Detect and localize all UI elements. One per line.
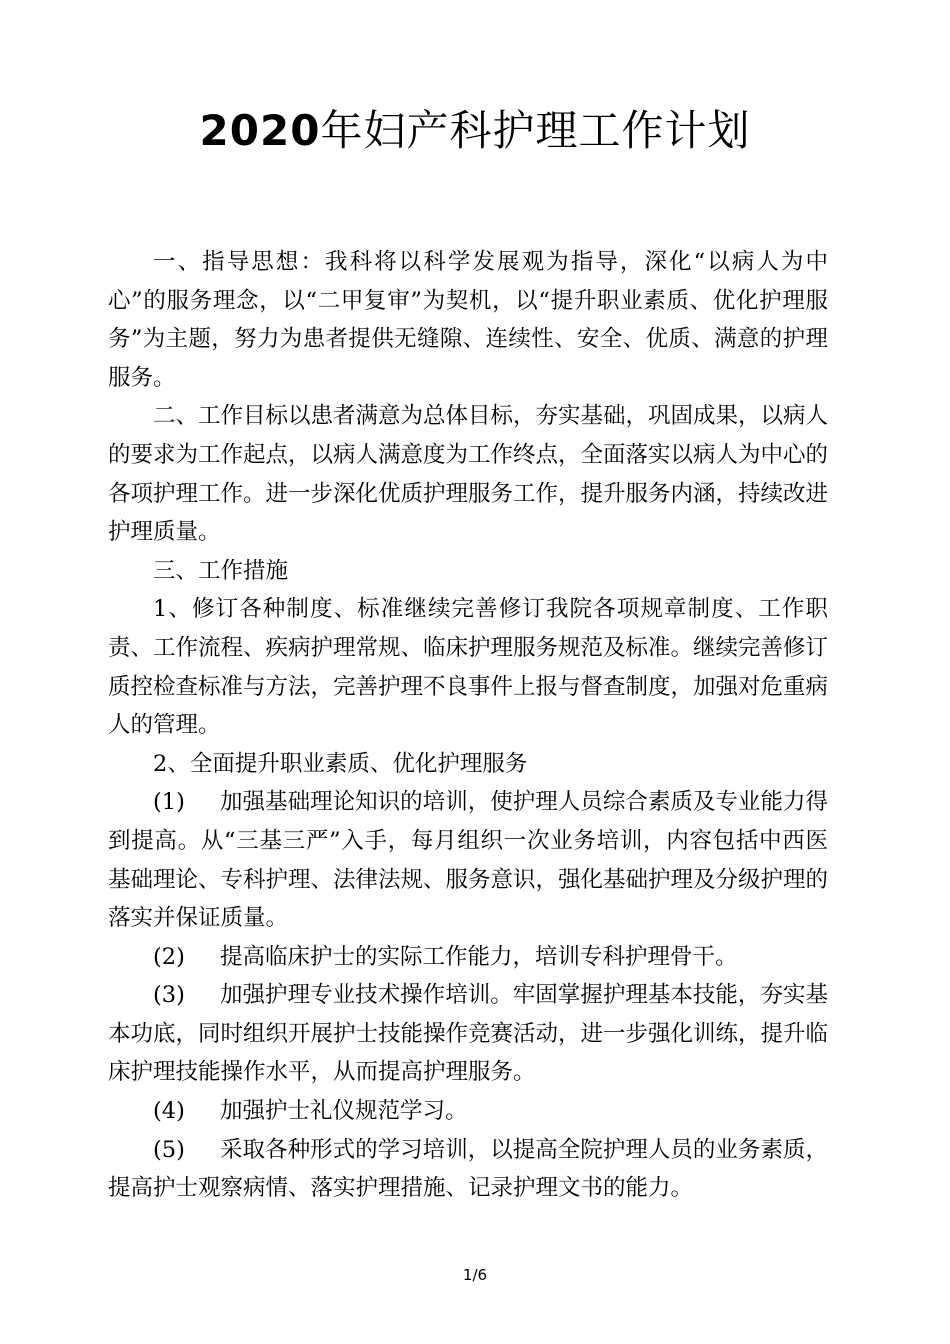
document-title: [0, 102, 950, 160]
list-item: [108, 783, 828, 937]
list-item-marker: (4): [153, 1098, 185, 1125]
paragraph-work-measures-heading: 三、工作措施: [153, 557, 289, 584]
list-item-marker: (2): [153, 943, 185, 970]
paragraph-measure-1: 1、修订各种制度、标准继续完善修订我院各项规章制度、工作职责、工作流程、疾病护理常规、临床护理服务规范及标准。继续完善修订质控检查标准与方法，完善护理不良事件上报与督查制度，加强对危重病人的管理。: [108, 596, 829, 739]
paragraph-measure-2: 2、全面提升职业素质、优化护理服务: [153, 750, 528, 777]
list-item: [108, 1092, 828, 1131]
list-item-text: 加强基础理论知识的培训，使护理人员综合素质及专业能力得到提高。从“三基三严”入手，每月组织一次业务培训，内容包括中西医基础理论、专科护理、法律法规、服务意识，强化基础护理及分级护理的落实并保证质量。: [108, 789, 829, 932]
title-year: 2020: [199, 106, 321, 155]
list-item-marker: (5): [153, 1136, 185, 1163]
list-item-text: 采取各种形式的学习培训，以提高全院护理人员的业务素质，提高护士观察病情、落实护理措施、记录护理文书的能力。: [108, 1136, 828, 1202]
page-number: 1/6: [462, 1266, 488, 1284]
paragraph-guiding-ideology: 一、指导思想：我科将以科学发展观为指导，深化“以病人为中心”的服务理念，以“二甲复审”为契机，以“提升职业素质、优化护理服务”为主题，努力为患者提供无缝隙、连续性、安全、优质、满意的护理服务。: [108, 249, 828, 391]
list-item: [108, 976, 828, 1092]
title-text: 年妇产科护理工作计划: [320, 106, 751, 155]
list-item-text: 加强护理专业技术操作培训。牢固掌握护理基本技能，夯实基本功底，同时组织开展护士技能操作竞赛活动，进一步强化训练，提升临床护理技能操作水平，从而提高护理服务。: [108, 982, 829, 1086]
list-item: [108, 938, 828, 977]
list-item: [108, 1131, 828, 1208]
list-item-marker: (1): [153, 789, 185, 816]
list-item-text: 提高临床护士的实际工作能力，培训专科护理骨干。: [220, 943, 738, 970]
document-body: [108, 243, 828, 1208]
list-item-text: 加强护士礼仪规范学习。: [220, 1098, 468, 1125]
paragraph-work-goals: 二、工作目标以患者满意为总体目标，夯实基础，巩固成果，以病人的要求为工作起点，以病人满意度为工作终点，全面落实以病人为中心的各项护理工作。进一步深化优质护理服务工作，提升服务内涵，持续改进护理质量。: [108, 403, 829, 546]
list-item-marker: (3): [153, 982, 185, 1009]
